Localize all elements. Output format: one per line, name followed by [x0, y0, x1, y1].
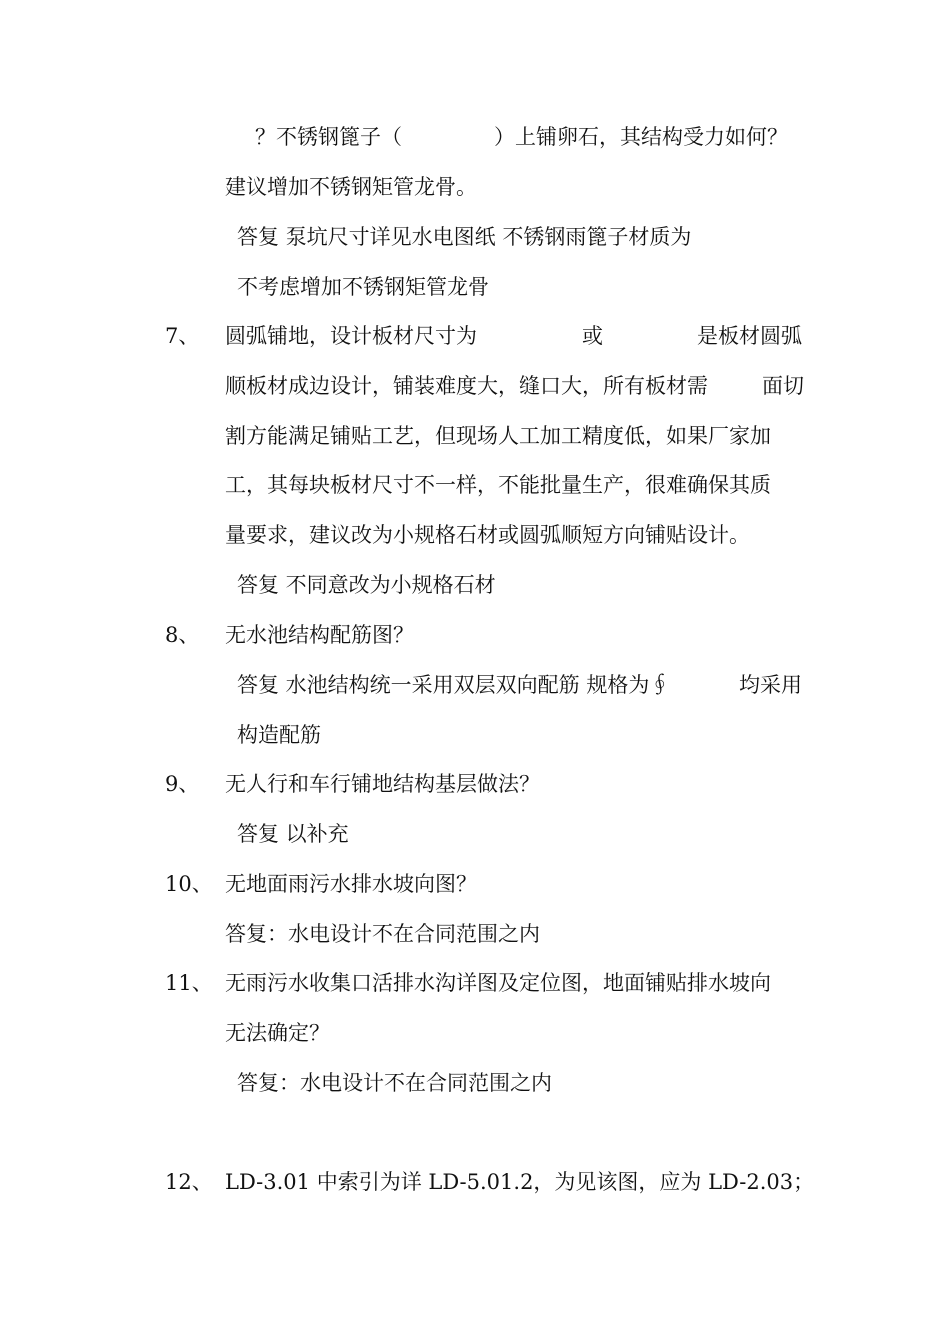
text-line-segment: 面切: [762, 374, 804, 398]
text-line-segment: 均采用: [739, 673, 802, 697]
text-line-segment: 圆弧铺地，设计板材尺寸为: [225, 324, 477, 348]
item-number: 12、: [165, 1170, 213, 1194]
text-line: 工，其每块板材尺寸不一样，不能批量生产，很难确保其质: [225, 473, 771, 497]
reply-line: 答复：水电设计不在合同范围之内: [237, 1071, 552, 1095]
item-number: 8、: [165, 623, 200, 647]
text-line-segment: 顺板材成边设计，铺装难度大，缝口大，所有板材需: [225, 374, 708, 398]
reply-line: 答复 泵坑尺寸详见水电图纸 不锈钢雨篦子材质为: [237, 225, 692, 249]
text-line-segment: ）上铺卵石，其结构受力如何？: [494, 125, 788, 149]
reply-line: 构造配筋: [237, 723, 321, 747]
reply-line: 答复 不同意改为小规格石材: [237, 573, 496, 597]
text-line: 无法确定？: [225, 1021, 330, 1045]
text-line: 无人行和车行铺地结构基层做法？: [225, 772, 540, 796]
reply-line: 答复 以补充: [237, 822, 349, 846]
reply-line: 答复：水电设计不在合同范围之内: [225, 922, 540, 946]
item-number: 11、: [165, 971, 213, 995]
text-line-segment: 答复 水池结构统一采用双层双向配筋 规格为∮: [237, 673, 671, 697]
text-line-segment: 或: [582, 324, 603, 348]
item-number: 9、: [165, 772, 200, 796]
text-line: 量要求，建议改为小规格石材或圆弧顺短方向铺贴设计。: [225, 523, 750, 547]
text-line: 无雨污水收集口活排水沟详图及定位图，地面铺贴排水坡向: [225, 971, 771, 995]
text-line: 割方能满足铺贴工艺，但现场人工加工精度低，如果厂家加: [225, 424, 771, 448]
text-line: 建议增加不锈钢矩管龙骨。: [225, 175, 477, 199]
item-number: 7、: [165, 324, 200, 348]
reply-line: 不考虑增加不锈钢矩管龙骨: [237, 275, 489, 299]
item-number: 10、: [165, 872, 213, 896]
text-line: 无水池结构配筋图？: [225, 623, 414, 647]
text-line-segment: ？不锈钢篦子（: [255, 125, 402, 149]
text-line: LD-3.01 中索引为详 LD-5.01.2，为见该图，应为 LD-2.03；: [225, 1170, 815, 1194]
text-line-segment: 是板材圆弧: [697, 324, 802, 348]
text-line: 无地面雨污水排水坡向图？: [225, 872, 477, 896]
